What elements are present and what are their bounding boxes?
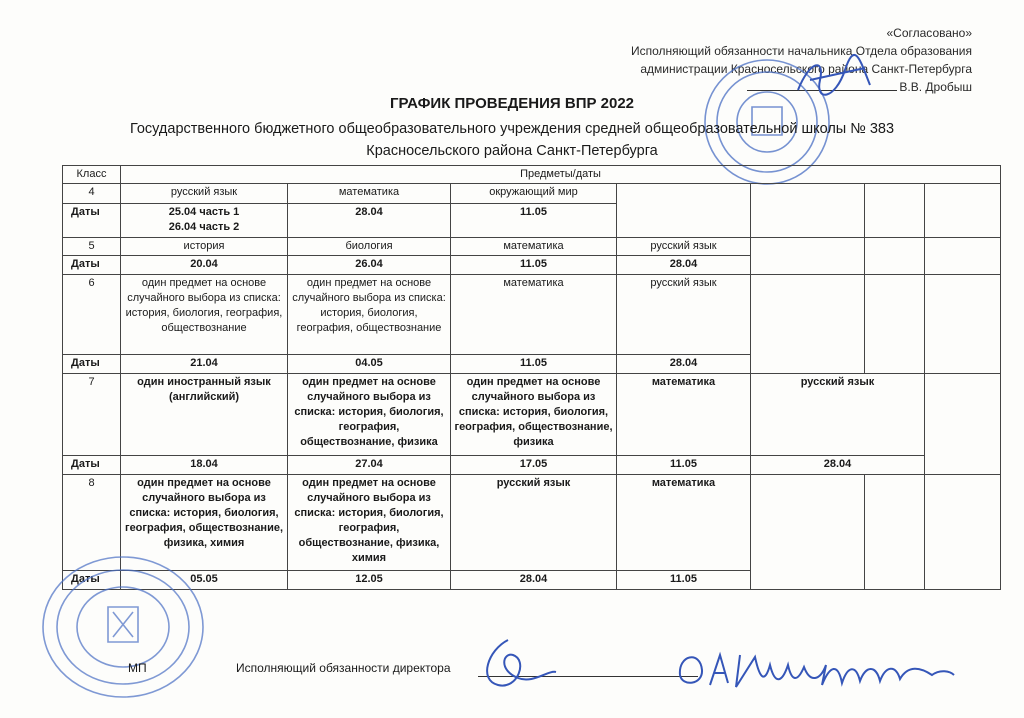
grade-cell: 4 [63,184,121,204]
date-cell: 11.05 [451,256,617,275]
empty-cell [925,238,1001,275]
date-cell: 11.05 [617,571,751,590]
table-row [63,184,1001,204]
date-cell: 17.05 [451,456,617,475]
date-cell: 28.04 [451,571,617,590]
school-name-line2: Красносельского района Санкт-Петербурга [366,143,658,159]
empty-cell [751,475,865,590]
subject-cell: один предмет на основе случайного выбора из списка: история, биология, география, обществознание, физика, химия [288,475,451,571]
director-name-handwritten [670,635,960,700]
subject-cell: русский язык [451,475,617,571]
empty-cell [617,184,751,238]
grade-cell: 5 [63,238,121,256]
subject-cell: русский язык [617,238,751,256]
subject-cell: окружающий мир [451,184,617,204]
empty-cell [925,184,1001,238]
dates-label: Даты [63,456,121,475]
empty-cell [925,275,1001,374]
dates-label: Даты [63,256,121,275]
subject-cell: один иностранный язык (английский) [121,374,288,456]
subject-cell: русский язык [751,374,925,456]
approval-signer: В.В. Дробыш [899,80,972,94]
subject-cell: один предмет на основе случайного выбора из списка: история, биология, география, обществознание, физика, химия [121,475,288,571]
date-cell: 11.05 [451,355,617,374]
schedule-table [62,165,1001,590]
date-cell: 28.04 [617,355,751,374]
dates-label: Даты [63,355,121,374]
header-subjects: Предметы/даты [121,166,1001,184]
subject-cell: один предмет на основе случайного выбора из списка: история, биология, география, обществознание, физика [451,374,617,456]
subject-cell: математика [451,238,617,256]
subject-cell: математика [617,374,751,456]
date-cell: 25.04 часть 1 26.04 часть 2 [121,204,288,238]
date-cell: 11.05 [617,456,751,475]
date-cell: 21.04 [121,355,288,374]
subject-cell: история [121,238,288,256]
director-label: Исполняющий обязанности директора [236,661,451,675]
date-cell: 12.05 [288,571,451,590]
mp-label: МП [128,661,147,675]
date-cell: 28.04 [288,204,451,238]
empty-cell [865,238,925,275]
subject-cell: один предмет на основе случайного выбора из списка: история, биология, география, обществознание [121,275,288,355]
document-title: ГРАФИК ПРОВЕДЕНИЯ ВПР 2022 [389,95,635,112]
empty-cell [865,275,925,374]
dates-row [63,456,1001,475]
table-row [63,238,1001,256]
dates-label: Даты [63,204,121,238]
subject-cell: один предмет на основе случайного выбора из списка: история, биология, география, обществознание, физика [288,374,451,456]
school-name-line1: Государственного бюджетного общеобразовательного учреждения средней общеобразовательной школы № 383 [129,121,895,137]
approval-position-line1: Исполняющий обязанности начальника Отдела образования [630,44,972,58]
empty-cell [865,184,925,238]
table-row [63,275,1001,355]
subject-cell: математика [451,275,617,355]
date-cell: 11.05 [451,204,617,238]
subject-cell: математика [288,184,451,204]
date-cell: 04.05 [288,355,451,374]
subject-cell: русский язык [121,184,288,204]
table-row [63,374,1001,456]
header-class: Класс [63,166,121,184]
date-cell: 05.05 [121,571,288,590]
approval-agreed: «Согласовано» [886,26,972,40]
subject-cell: русский язык [617,275,751,355]
director-signature [468,630,558,700]
empty-cell [925,475,1001,590]
date-cell: 27.04 [288,456,451,475]
empty-cell [751,184,865,238]
header-row [63,166,1001,184]
subject-cell: один предмет на основе случайного выбора из списка: история, биология, география, обществознание [288,275,451,355]
subject-cell: биология [288,238,451,256]
subject-cell: математика [617,475,751,571]
empty-cell [751,238,865,275]
empty-cell [751,275,865,374]
date-cell: 18.04 [121,456,288,475]
grade-cell: 6 [63,275,121,355]
dates-label: Даты [63,571,121,590]
date-cell: 28.04 [751,456,925,475]
date-cell: 26.04 [288,256,451,275]
approval-position-line2: администрации Красносельского района Санкт-Петербурга [640,62,972,76]
date-cell: 20.04 [121,256,288,275]
grade-cell: 7 [63,374,121,456]
empty-cell [925,374,1001,475]
school-stamp [38,552,208,702]
empty-cell [865,475,925,590]
grade-cell: 8 [63,475,121,571]
date-cell: 28.04 [617,256,751,275]
